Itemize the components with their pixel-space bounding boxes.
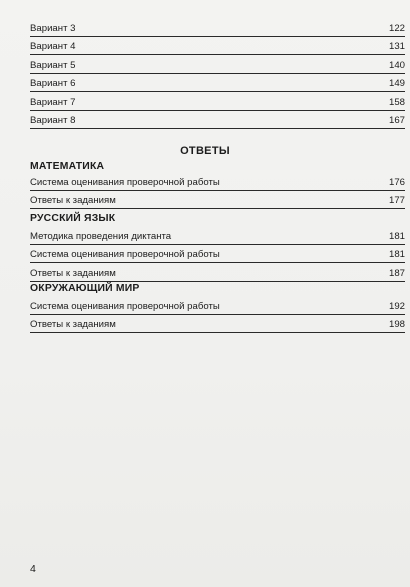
toc-row-label: Ответы к заданиям: [30, 319, 116, 330]
toc-row-label: Вариант 3: [30, 22, 76, 34]
russian-list: [30, 226, 405, 282]
toc-row-label: Вариант 5: [30, 59, 76, 71]
toc-row-label: Методика проведения диктанта: [30, 230, 172, 242]
toc-row-page: 181: [388, 249, 405, 260]
toc-row-math-answers[interactable]: [30, 191, 405, 210]
toc-row-label: Система оценивания проверочной работы: [30, 176, 220, 188]
toc-row-page: 158: [388, 96, 405, 108]
toc-row-world-answers[interactable]: [30, 315, 405, 334]
world-heading: ОКРУЖАЮЩИЙ МИР: [30, 283, 140, 294]
toc-row-page: 176: [388, 176, 405, 188]
toc-row-variant-7[interactable]: [30, 92, 405, 111]
toc-row-page: 167: [388, 115, 405, 126]
toc-row-label: Вариант 4: [30, 41, 76, 52]
toc-row-variant-4[interactable]: [30, 37, 405, 56]
toc-row-world-grading[interactable]: [30, 296, 405, 315]
math-heading: МАТЕМАТИКА: [30, 161, 105, 172]
toc-row-label: Вариант 6: [30, 78, 76, 89]
toc-row-page: 140: [388, 59, 405, 71]
toc-row-page: 131: [388, 41, 405, 52]
toc-row-russian-dictation[interactable]: [30, 226, 405, 245]
toc-row-page: 177: [388, 195, 405, 206]
toc-row-page: 181: [388, 230, 405, 242]
toc-row-label: Ответы к заданиям: [30, 195, 116, 206]
toc-row-variant-8[interactable]: [30, 111, 405, 130]
toc-row-russian-answers[interactable]: [30, 263, 405, 282]
answers-heading: ОТВЕТЫ: [180, 145, 230, 157]
toc-row-label: Система оценивания проверочной работы: [30, 300, 220, 312]
toc-row-page: 192: [388, 300, 405, 312]
toc-row-label: Вариант 7: [30, 96, 76, 108]
variants-list: [30, 18, 405, 129]
math-list: [30, 172, 405, 209]
toc-row-variant-3[interactable]: [30, 18, 405, 37]
toc-row-math-grading[interactable]: [30, 172, 405, 191]
toc-row-label: Ответы к заданиям: [30, 267, 116, 279]
toc-row-page: 198: [388, 319, 405, 330]
toc-row-page: 122: [388, 22, 405, 34]
toc-row-russian-grading[interactable]: [30, 245, 405, 264]
toc-row-label: Вариант 8: [30, 115, 76, 126]
world-list: [30, 296, 405, 333]
toc-row-variant-6[interactable]: [30, 74, 405, 93]
toc-row-page: 149: [388, 78, 405, 89]
toc-row-label: Система оценивания проверочной работы: [30, 249, 220, 260]
toc-row-variant-5[interactable]: [30, 55, 405, 74]
toc-row-page: 187: [388, 267, 405, 279]
page-number: 4: [30, 563, 36, 575]
russian-heading: РУССКИЙ ЯЗЫК: [30, 213, 116, 224]
